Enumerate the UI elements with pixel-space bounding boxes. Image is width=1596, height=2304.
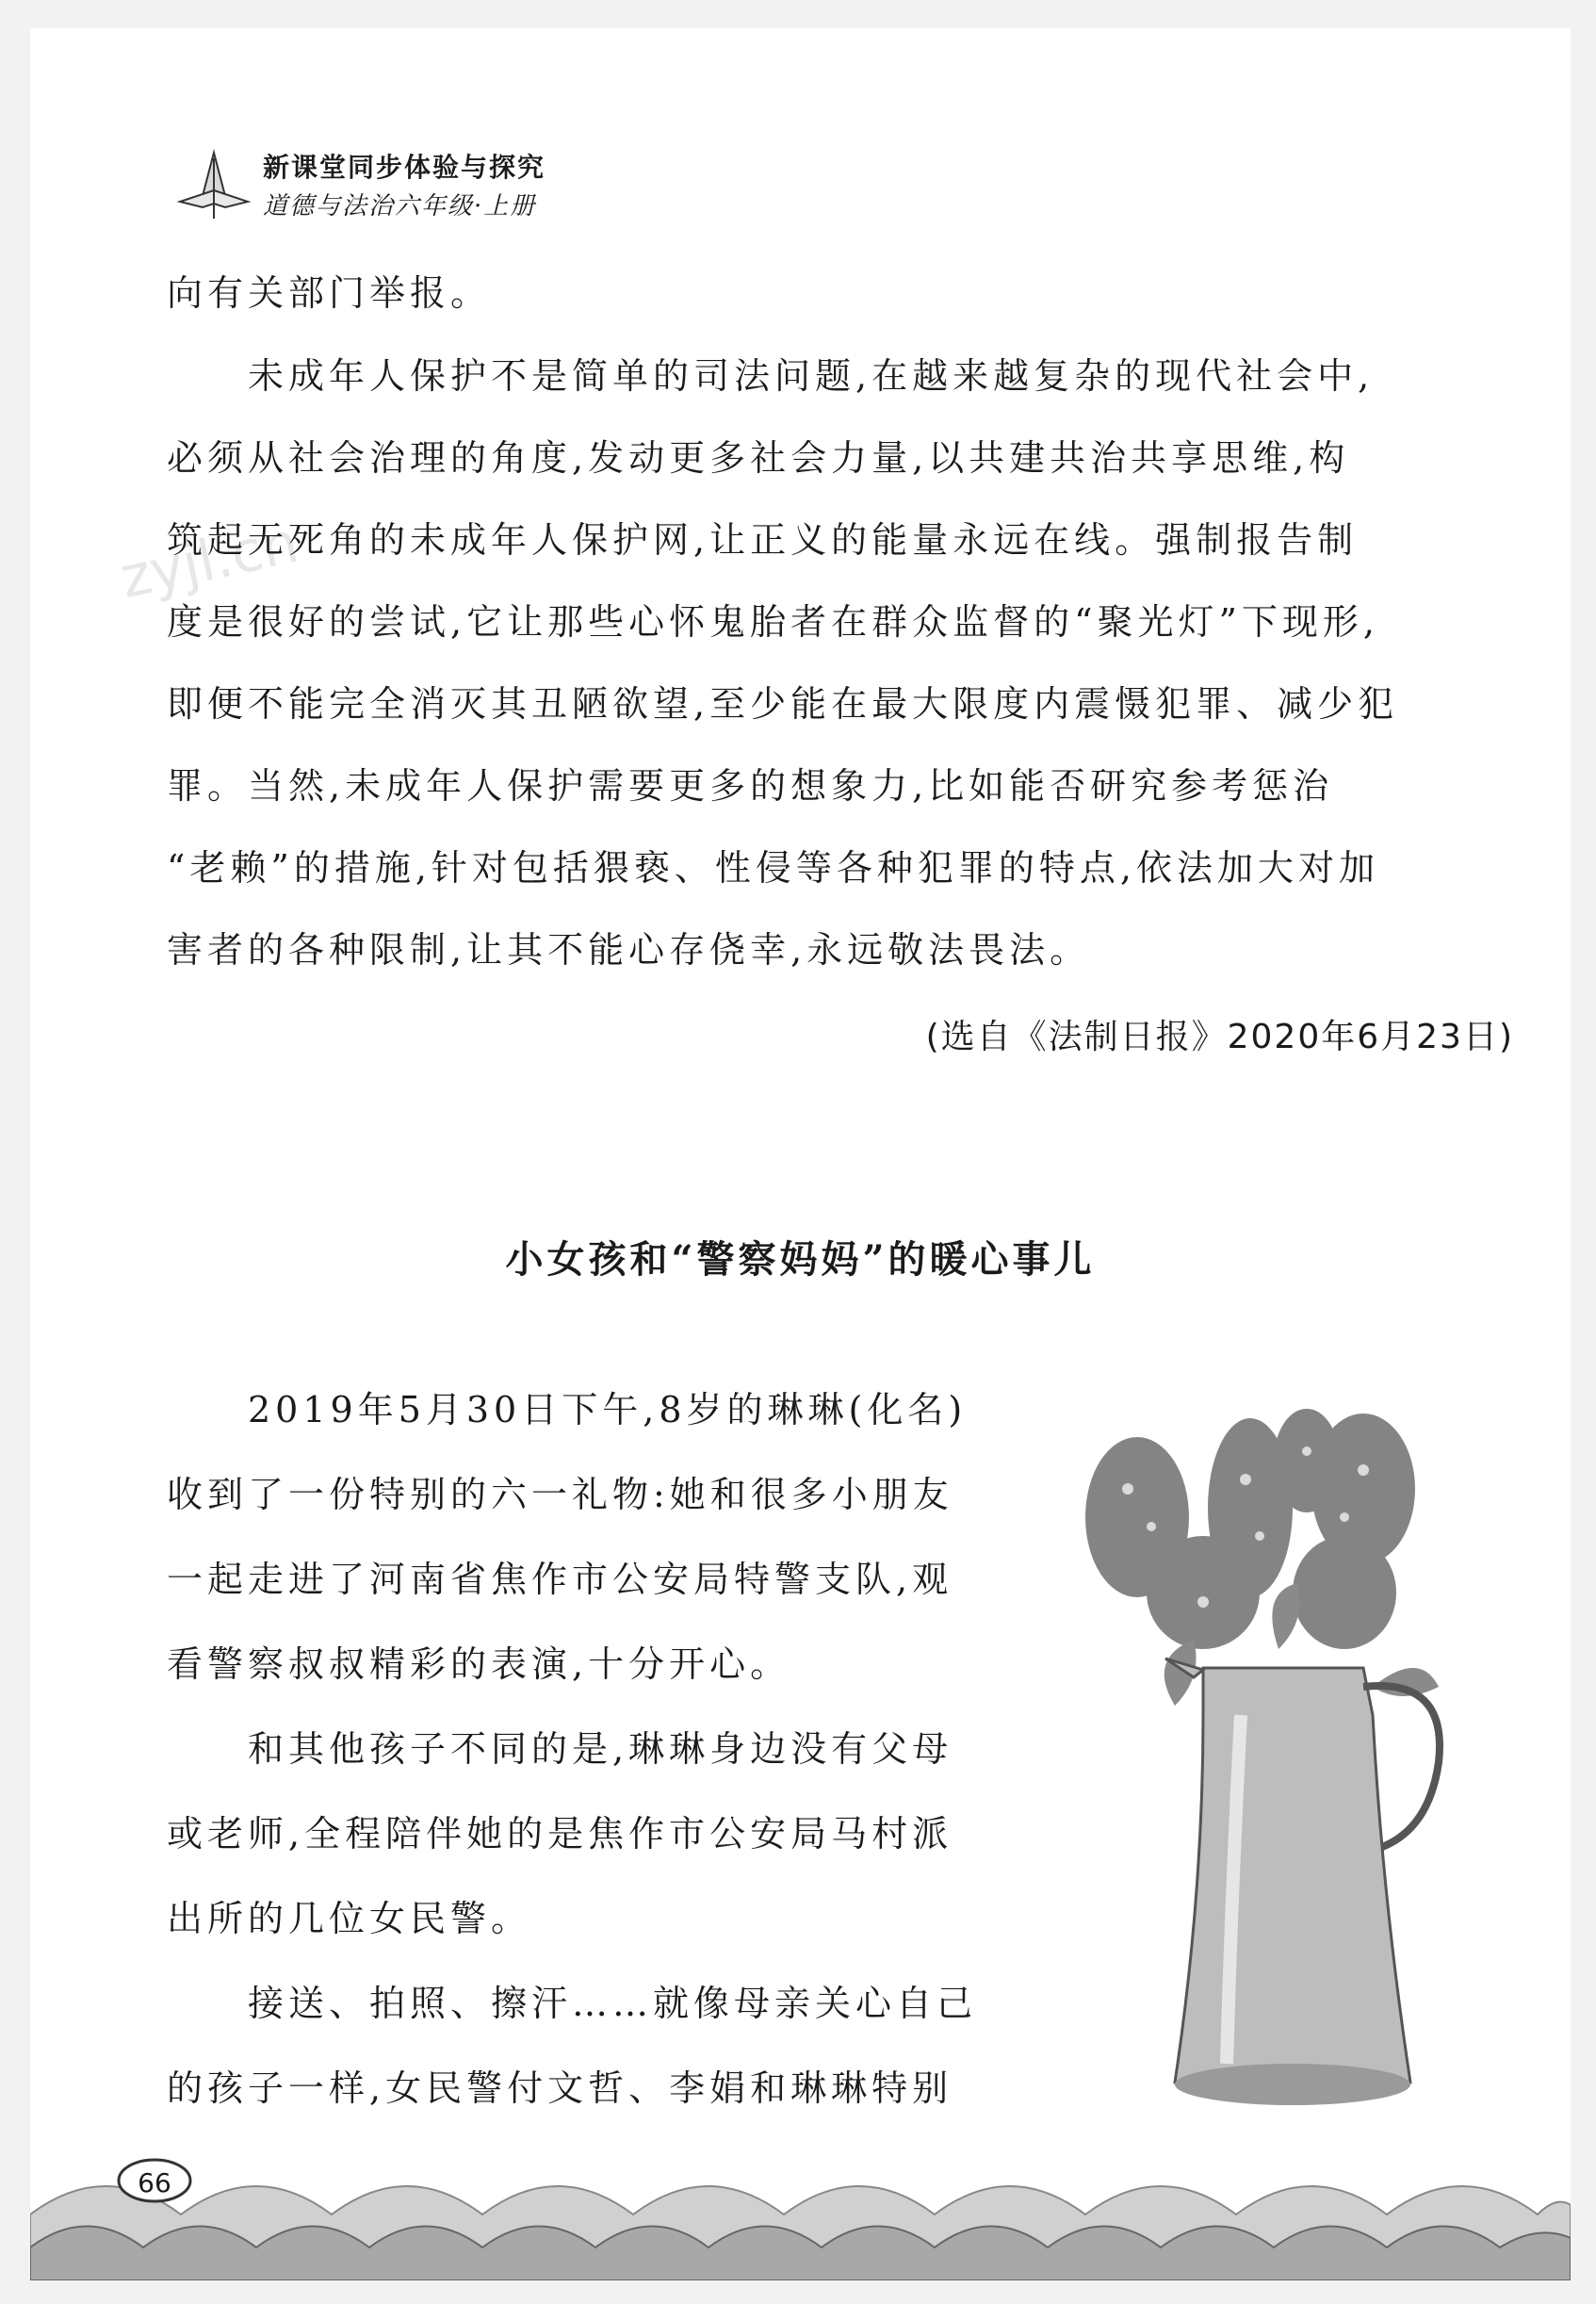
article1-line: 即便不能完全消灭其丑陋欲望,至少能在最大限度内震慑犯罪、减少犯 (167, 683, 1399, 725)
article2-line: 和其他孩子不同的是,琳琳身边没有父母 (167, 1728, 953, 1770)
flower-vase-illustration (1062, 1404, 1505, 2139)
article1-line: “老赖”的措施,针对包括猥亵、性侵等各种犯罪的特点,依法加大对加 (167, 847, 1380, 889)
book-title: 道德与法治六年级·上册 (263, 192, 537, 221)
article1-line: 必须从社会治理的角度,发动更多社会力量,以共建共治共享思维,构 (167, 437, 1350, 479)
article-source: (选自《法制日报》2020年6月23日) (925, 1018, 1514, 1056)
article2-line: 出所的几位女民警。 (167, 1898, 532, 1939)
footer-wave-decoration (30, 2139, 1571, 2280)
article1-line: 筑起无死角的未成年人保护网,让正义的能量永远在线。强制报告制 (167, 519, 1359, 561)
article2-line: 的孩子一样,女民警付文哲、李娟和琳琳特别 (167, 2067, 953, 2109)
article2-line: 收到了一份特别的六一礼物:她和很多小朋友 (167, 1474, 953, 1515)
watermark: zyjl.cn (114, 509, 304, 613)
article1-line: 度是很好的尝试,它让那些心怀鬼胎者在群众监督的“聚光灯”下现形, (167, 601, 1380, 643)
article-title: 小女孩和“警察妈妈”的暖心事儿 (505, 1237, 1096, 1282)
article2-line: 看警察叔叔精彩的表演,十分开心。 (167, 1643, 791, 1685)
article2-line: 接送、拍照、擦汗……就像母亲关心自己 (167, 1983, 978, 2024)
page-number: 66 (138, 2167, 171, 2198)
article1-line: 害者的各种限制,让其不能心存侥幸,永远敬法畏法。 (167, 929, 1091, 971)
page-header (176, 132, 666, 236)
article2-line: 2019年5月30日下午,8岁的琳琳(化名) (167, 1389, 968, 1430)
book-page (30, 28, 1571, 2280)
article2-line: 或老师,全程陪伴她的是焦作市公安局马村派 (167, 1813, 953, 1855)
article2-line: 一起走进了河南省焦作市公安局特警支队,观 (167, 1559, 953, 1600)
leaf-logo-icon (176, 149, 252, 224)
article1-line: 罪。当然,未成年人保护需要更多的想象力,比如能否研究参考惩治 (167, 765, 1334, 807)
article1-line: 向有关部门举报。 (167, 272, 492, 314)
series-title: 新课堂同步体验与探究 (263, 152, 546, 183)
article1-line: 未成年人保护不是简单的司法问题,在越来越复杂的现代社会中, (167, 355, 1375, 397)
